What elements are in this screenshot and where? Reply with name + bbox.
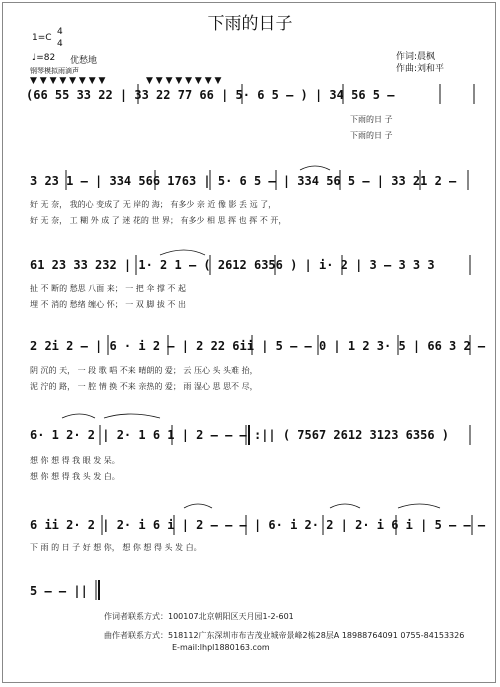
system-5-lyrics-2: 想 你 想 得 我 头 发 白。	[30, 472, 120, 481]
composer-contact: 曲作者联系方式：518112广东深圳市布吉茂业城帝景峰2栋28层A 18988764091 0755-84153326	[104, 631, 465, 640]
instrument-note: 钢琴模拟雨滴声	[30, 67, 79, 75]
system-2-notes: 3 23 1 — | 334 566 1763 | 5· 6 5 — | 334 56 5 — | 33 21 2 —	[30, 174, 457, 188]
system-2-lyrics-2: 好 无 奈， 工 糊 外 成 了 迷 花的 世 界； 有多少 相 思 挥 也 挥 不 开，	[30, 216, 287, 225]
system-5-notes: 6· 1 2· 2 | 2· 1 6 1 | 2 — — — :|| ( 7567 2612 3123 6356 )	[30, 428, 450, 442]
system-6-notes: 6 ii 2· 2 | 2· i 6 i | 2 — — — | 6· i 2· 2 | 2· i 6 i | 5 — — —	[30, 518, 486, 532]
system-1-notes: (66 55 33 22 | 33 22 77 66 | 5· 6 5 — ) | 34 56 5 —	[26, 88, 395, 102]
svg-text:▼ ▼ ▼ ▼ ▼ ▼ ▼ ▼: ▼ ▼ ▼ ▼ ▼ ▼ ▼ ▼	[30, 76, 106, 86]
time-signature-top: 4	[57, 27, 63, 37]
system-2-lyrics-1: 好 无 奈， 我的心 变成了 无 岸的 海； 有多少 亲 近 像 影 丢 远 了，	[30, 200, 277, 209]
key-signature: 1=C	[32, 33, 52, 43]
system-1-lyrics-1: 下雨的日 子	[350, 115, 393, 124]
system-4-notes: 2 2i 2 — | 6 · i 2 — | 2 22 6ii | 5 — — 0 | 1 2 3· 5 | 66 3 2 —	[30, 339, 486, 353]
system-4-lyrics-2: 泥 泞的 路， 一 腔 情 换 不来 亲热的 爱； 雨 湿心 思 思不 尽，	[30, 382, 258, 391]
system-3-lyrics-1: 扯 不 断的 愁思 八面 来； 一 把 伞 撑 不 起	[30, 284, 186, 293]
svg-text:▼ ▼ ▼ ▼ ▼ ▼ ▼ ▼: ▼ ▼ ▼ ▼ ▼ ▼ ▼ ▼	[146, 76, 222, 86]
lyricist: 作词:晨枫	[396, 52, 436, 62]
system-3-lyrics-2: 埋 不 消的 愁绪 缠心 怀； 一 双 脚 拔 不 出	[30, 300, 186, 309]
lyricist-contact: 作词者联系方式：100107北京朝阳区天月园1-2-601	[104, 612, 294, 621]
system-7-notes: 5 — — ||	[30, 584, 88, 598]
mood-marking: 优愁地	[70, 56, 98, 66]
system-5-lyrics-1: 想 你 想 得 我 眼 发 呆。	[30, 456, 120, 465]
system-6-lyrics-1: 下 雨 的 日 子 好 想 你， 想 你 想 得 头 发 白。	[30, 543, 202, 552]
system-1-lyrics-2: 下雨的日 子	[350, 131, 393, 140]
composer: 作曲:刘和平	[396, 64, 445, 74]
time-signature-bottom: 4	[57, 39, 63, 49]
system-3-notes: 61 23 33 232 | 1· 2 1 — ( 2612 6356 ) | i· 2 | 3 — 3 3 3	[30, 258, 435, 272]
composer-email: E-mail:lhpl1880163.com	[172, 643, 270, 652]
system-4-lyrics-1: 阴 沉的 天， 一 段 歌 唱 不来 晴朗的 爱； 云 压心 头 头难 抬，	[30, 366, 258, 375]
tempo-marking: ♩=82	[32, 53, 56, 63]
song-title: 下雨的日子	[207, 14, 293, 34]
